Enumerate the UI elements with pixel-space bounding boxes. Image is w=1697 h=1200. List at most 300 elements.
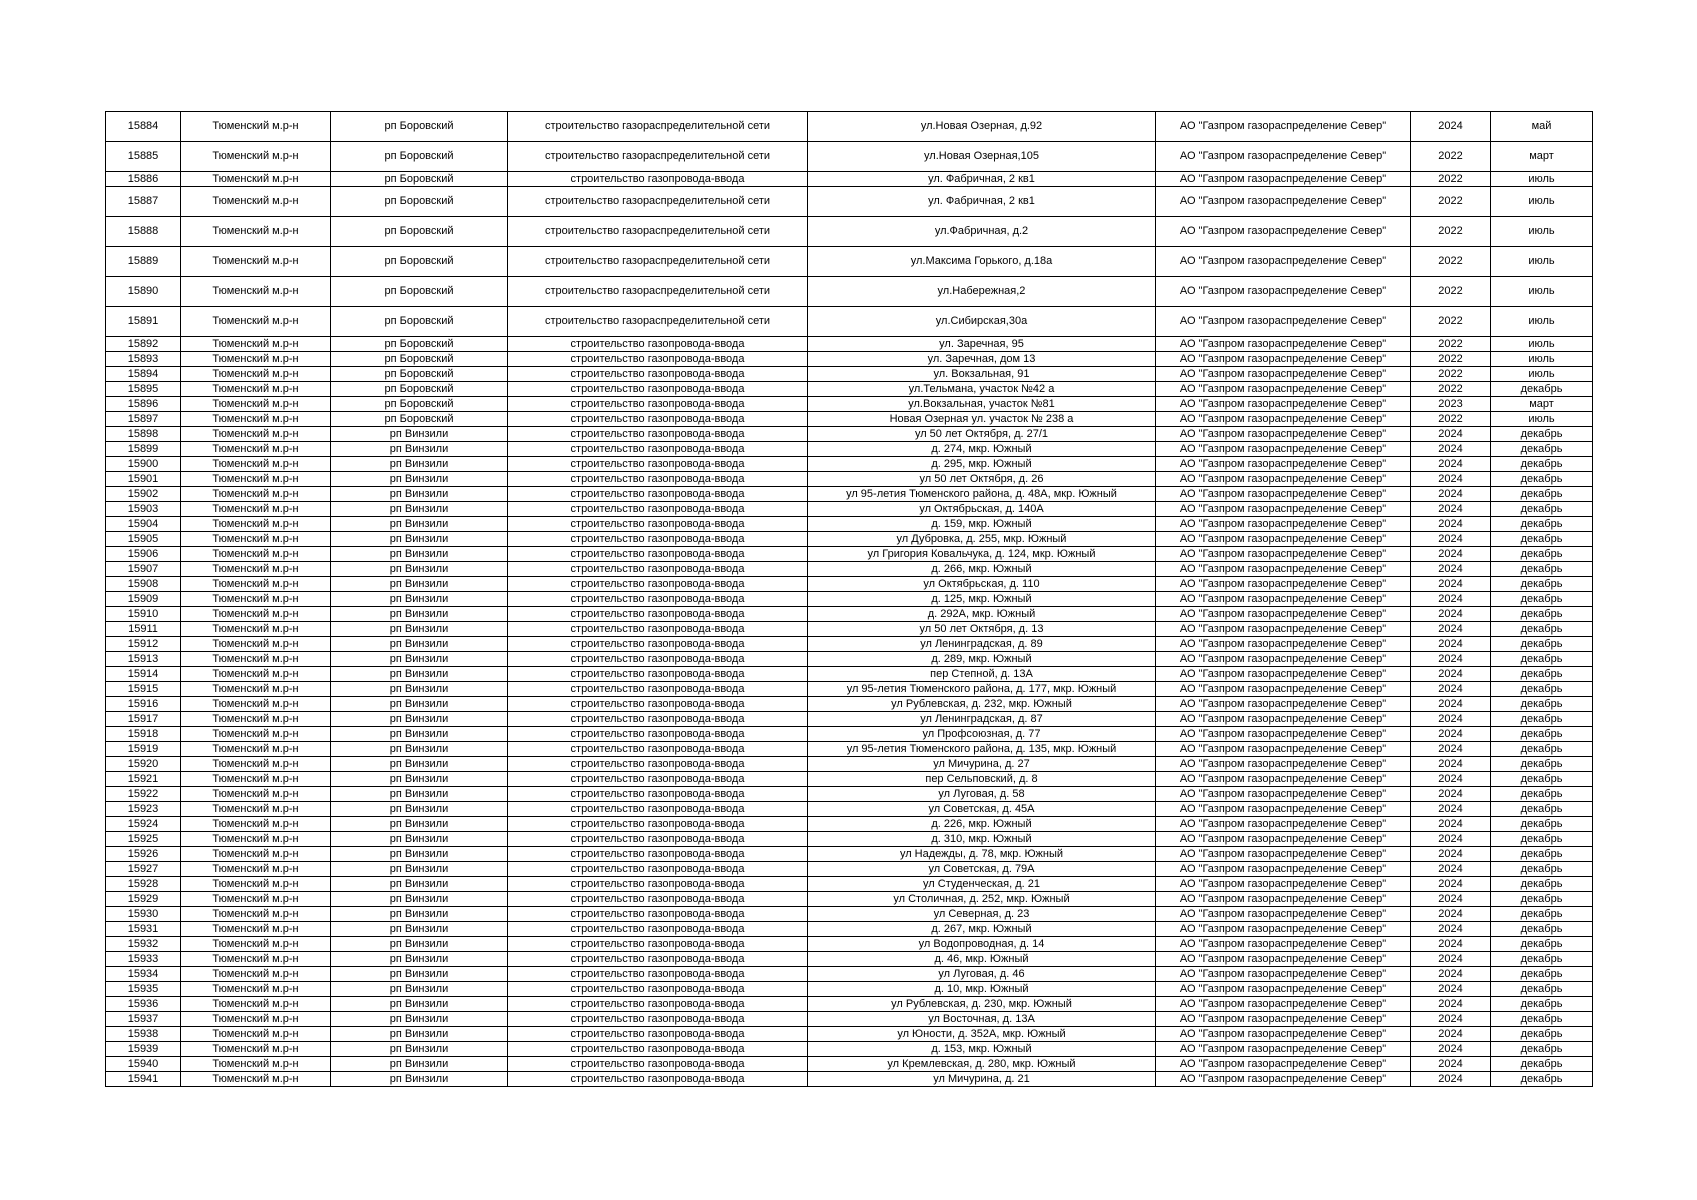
work-type-cell: строительство газопровода-ввода [508,577,808,592]
work-type-cell: строительство газопровода-ввода [508,817,808,832]
work-type-cell: строительство газопровода-ввода [508,487,808,502]
district-cell: Тюменский м.р-н [181,502,331,517]
locality-cell: рп Винзили [331,622,508,637]
month-cell: декабрь [1491,922,1593,937]
district-cell: Тюменский м.р-н [181,802,331,817]
district-cell: Тюменский м.р-н [181,532,331,547]
year-cell: 2024 [1411,862,1491,877]
work-type-cell: строительство газопровода-ввода [508,1027,808,1042]
year-cell: 2024 [1411,667,1491,682]
address-cell: ул.Вокзальная, участок №81 [808,397,1156,412]
table-row [106,697,1593,712]
address-cell: д. 10, мкр. Южный [808,982,1156,997]
address-cell: ул.Максима Горького, д.18а [808,247,1156,277]
table-row [106,547,1593,562]
locality-cell: рп Боровский [331,217,508,247]
year-cell: 2024 [1411,487,1491,502]
district-cell: Тюменский м.р-н [181,607,331,622]
organization-cell: АО "Газпром газораспределение Север" [1156,982,1411,997]
locality-cell: рп Боровский [331,142,508,172]
row-number-cell: 15893 [106,352,181,367]
table-row [106,502,1593,517]
address-cell: д. 289, мкр. Южный [808,652,1156,667]
organization-cell: АО "Газпром газораспределение Север" [1156,517,1411,532]
locality-cell: рп Винзили [331,802,508,817]
organization-cell: АО "Газпром газораспределение Север" [1156,757,1411,772]
table-row [106,172,1593,187]
row-number-cell: 15919 [106,742,181,757]
year-cell: 2024 [1411,562,1491,577]
year-cell: 2022 [1411,382,1491,397]
table-row [106,787,1593,802]
year-cell: 2022 [1411,172,1491,187]
year-cell: 2022 [1411,412,1491,427]
work-type-cell: строительство газопровода-ввода [508,427,808,442]
table-row [106,142,1593,172]
organization-cell: АО "Газпром газораспределение Север" [1156,922,1411,937]
row-number-cell: 15924 [106,817,181,832]
month-cell: декабрь [1491,727,1593,742]
row-number-cell: 15926 [106,847,181,862]
table-row [106,652,1593,667]
month-cell: декабрь [1491,442,1593,457]
organization-cell: АО "Газпром газораспределение Север" [1156,367,1411,382]
address-cell: ул Мичурина, д. 27 [808,757,1156,772]
work-type-cell: строительство газопровода-ввода [508,532,808,547]
district-cell: Тюменский м.р-н [181,562,331,577]
table-row [106,397,1593,412]
table-row [106,532,1593,547]
row-number-cell: 15904 [106,517,181,532]
district-cell: Тюменский м.р-н [181,247,331,277]
organization-cell: АО "Газпром газораспределение Север" [1156,562,1411,577]
organization-cell: АО "Газпром газораспределение Север" [1156,217,1411,247]
table-row [106,352,1593,367]
year-cell: 2024 [1411,112,1491,142]
row-number-cell: 15894 [106,367,181,382]
table-row [106,862,1593,877]
organization-cell: АО "Газпром газораспределение Север" [1156,877,1411,892]
row-number-cell: 15937 [106,1012,181,1027]
locality-cell: рп Винзили [331,577,508,592]
table-row [106,967,1593,982]
year-cell: 2022 [1411,142,1491,172]
district-cell: Тюменский м.р-н [181,787,331,802]
address-cell: д. 153, мкр. Южный [808,1042,1156,1057]
row-number-cell: 15939 [106,1042,181,1057]
work-type-cell: строительство газопровода-ввода [508,802,808,817]
district-cell: Тюменский м.р-н [181,937,331,952]
organization-cell: АО "Газпром газораспределение Север" [1156,247,1411,277]
locality-cell: рп Винзили [331,502,508,517]
address-cell: ул Мичурина, д. 21 [808,1072,1156,1087]
organization-cell: АО "Газпром газораспределение Север" [1156,502,1411,517]
address-cell: ул 95-летия Тюменского района, д. 135, мкр. Южный [808,742,1156,757]
work-type-cell: строительство газопровода-ввода [508,547,808,562]
month-cell: декабрь [1491,952,1593,967]
table-row [106,187,1593,217]
district-cell: Тюменский м.р-н [181,172,331,187]
year-cell: 2024 [1411,982,1491,997]
month-cell: декабрь [1491,937,1593,952]
locality-cell: рп Винзили [331,607,508,622]
district-cell: Тюменский м.р-н [181,1027,331,1042]
row-number-cell: 15918 [106,727,181,742]
district-cell: Тюменский м.р-н [181,727,331,742]
organization-cell: АО "Газпром газораспределение Север" [1156,472,1411,487]
district-cell: Тюменский м.р-н [181,217,331,247]
locality-cell: рп Винзили [331,742,508,757]
row-number-cell: 15915 [106,682,181,697]
row-number-cell: 15886 [106,172,181,187]
organization-cell: АО "Газпром газораспределение Север" [1156,622,1411,637]
month-cell: декабрь [1491,652,1593,667]
organization-cell: АО "Газпром газораспределение Север" [1156,457,1411,472]
month-cell: июль [1491,337,1593,352]
table-row [106,562,1593,577]
month-cell: декабрь [1491,877,1593,892]
month-cell: декабрь [1491,847,1593,862]
month-cell: июль [1491,307,1593,337]
work-type-cell: строительство газопровода-ввода [508,667,808,682]
year-cell: 2024 [1411,502,1491,517]
district-cell: Тюменский м.р-н [181,547,331,562]
year-cell: 2024 [1411,622,1491,637]
year-cell: 2024 [1411,832,1491,847]
month-cell: декабрь [1491,712,1593,727]
address-cell: ул Водопроводная, д. 14 [808,937,1156,952]
address-cell: ул Кремлевская, д. 280, мкр. Южный [808,1057,1156,1072]
month-cell: декабрь [1491,757,1593,772]
organization-cell: АО "Газпром газораспределение Север" [1156,112,1411,142]
row-number-cell: 15912 [106,637,181,652]
locality-cell: рп Винзили [331,907,508,922]
table-row [106,982,1593,997]
locality-cell: рп Винзили [331,727,508,742]
year-cell: 2024 [1411,817,1491,832]
table-row [106,937,1593,952]
row-number-cell: 15932 [106,937,181,952]
district-cell: Тюменский м.р-н [181,577,331,592]
address-cell: ул Ленинградская, д. 87 [808,712,1156,727]
row-number-cell: 15930 [106,907,181,922]
table-row [106,952,1593,967]
row-number-cell: 15903 [106,502,181,517]
month-cell: июль [1491,217,1593,247]
table-row [106,622,1593,637]
month-cell: май [1491,112,1593,142]
organization-cell: АО "Газпром газораспределение Север" [1156,802,1411,817]
table-row [106,1057,1593,1072]
work-type-cell: строительство газораспределительной сети [508,247,808,277]
work-type-cell: строительство газопровода-ввода [508,367,808,382]
row-number-cell: 15928 [106,877,181,892]
work-type-cell: строительство газопровода-ввода [508,637,808,652]
district-cell: Тюменский м.р-н [181,367,331,382]
locality-cell: рп Боровский [331,412,508,427]
organization-cell: АО "Газпром газораспределение Север" [1156,847,1411,862]
organization-cell: АО "Газпром газораспределение Север" [1156,1057,1411,1072]
address-cell: ул Студенческая, д. 21 [808,877,1156,892]
year-cell: 2024 [1411,727,1491,742]
row-number-cell: 15911 [106,622,181,637]
address-cell: ул Советская, д. 45А [808,802,1156,817]
district-cell: Тюменский м.р-н [181,1072,331,1087]
month-cell: декабрь [1491,457,1593,472]
locality-cell: рп Винзили [331,532,508,547]
district-cell: Тюменский м.р-н [181,922,331,937]
work-type-cell: строительство газопровода-ввода [508,712,808,727]
district-cell: Тюменский м.р-н [181,442,331,457]
work-type-cell: строительство газопровода-ввода [508,772,808,787]
year-cell: 2024 [1411,442,1491,457]
organization-cell: АО "Газпром газораспределение Север" [1156,637,1411,652]
locality-cell: рп Винзили [331,682,508,697]
district-cell: Тюменский м.р-н [181,277,331,307]
table-row [106,592,1593,607]
work-type-cell: строительство газопровода-ввода [508,442,808,457]
organization-cell: АО "Газпром газораспределение Север" [1156,577,1411,592]
address-cell: ул Октябрьская, д. 140А [808,502,1156,517]
district-cell: Тюменский м.р-н [181,682,331,697]
month-cell: июль [1491,352,1593,367]
district-cell: Тюменский м.р-н [181,142,331,172]
district-cell: Тюменский м.р-н [181,352,331,367]
month-cell: декабрь [1491,967,1593,982]
year-cell: 2024 [1411,997,1491,1012]
work-type-cell: строительство газораспределительной сети [508,142,808,172]
work-type-cell: строительство газопровода-ввода [508,412,808,427]
work-type-cell: строительство газопровода-ввода [508,397,808,412]
locality-cell: рп Боровский [331,277,508,307]
table-body [106,112,1593,1087]
organization-cell: АО "Газпром газораспределение Север" [1156,307,1411,337]
district-cell: Тюменский м.р-н [181,742,331,757]
address-cell: ул.Новая Озерная,105 [808,142,1156,172]
organization-cell: АО "Газпром газораспределение Север" [1156,187,1411,217]
organization-cell: АО "Газпром газораспределение Север" [1156,667,1411,682]
work-type-cell: строительство газопровода-ввода [508,382,808,397]
work-type-cell: строительство газопровода-ввода [508,727,808,742]
district-cell: Тюменский м.р-н [181,382,331,397]
table-row [106,112,1593,142]
month-cell: декабрь [1491,787,1593,802]
month-cell: декабрь [1491,592,1593,607]
year-cell: 2024 [1411,517,1491,532]
district-cell: Тюменский м.р-н [181,337,331,352]
year-cell: 2024 [1411,1027,1491,1042]
month-cell: март [1491,397,1593,412]
table-row [106,682,1593,697]
address-cell: ул Дубровка, д. 255, мкр. Южный [808,532,1156,547]
district-cell: Тюменский м.р-н [181,517,331,532]
year-cell: 2024 [1411,697,1491,712]
address-cell: ул. Вокзальная, 91 [808,367,1156,382]
year-cell: 2024 [1411,757,1491,772]
row-number-cell: 15929 [106,892,181,907]
district-cell: Тюменский м.р-н [181,892,331,907]
district-cell: Тюменский м.р-н [181,982,331,997]
row-number-cell: 15907 [106,562,181,577]
row-number-cell: 15885 [106,142,181,172]
district-cell: Тюменский м.р-н [181,487,331,502]
year-cell: 2024 [1411,742,1491,757]
work-type-cell: строительство газопровода-ввода [508,907,808,922]
organization-cell: АО "Газпром газораспределение Север" [1156,787,1411,802]
row-number-cell: 15921 [106,772,181,787]
organization-cell: АО "Газпром газораспределение Север" [1156,142,1411,172]
year-cell: 2024 [1411,1072,1491,1087]
row-number-cell: 15922 [106,787,181,802]
month-cell: декабрь [1491,862,1593,877]
table-row [106,1012,1593,1027]
row-number-cell: 15925 [106,832,181,847]
locality-cell: рп Винзили [331,757,508,772]
year-cell: 2024 [1411,1012,1491,1027]
row-number-cell: 15898 [106,427,181,442]
organization-cell: АО "Газпром газораспределение Север" [1156,397,1411,412]
work-type-cell: строительство газопровода-ввода [508,607,808,622]
locality-cell: рп Винзили [331,952,508,967]
district-cell: Тюменский м.р-н [181,412,331,427]
address-cell: д. 266, мкр. Южный [808,562,1156,577]
organization-cell: АО "Газпром газораспределение Север" [1156,532,1411,547]
year-cell: 2024 [1411,1057,1491,1072]
address-cell: ул Северная, д. 23 [808,907,1156,922]
table-row [106,922,1593,937]
year-cell: 2024 [1411,637,1491,652]
address-cell: ул Профсоюзная, д. 77 [808,727,1156,742]
year-cell: 2022 [1411,352,1491,367]
work-type-cell: строительство газораспределительной сети [508,187,808,217]
row-number-cell: 15940 [106,1057,181,1072]
address-cell: ул Луговая, д. 58 [808,787,1156,802]
row-number-cell: 15935 [106,982,181,997]
month-cell: декабрь [1491,802,1593,817]
organization-cell: АО "Газпром газораспределение Север" [1156,907,1411,922]
district-cell: Тюменский м.р-н [181,457,331,472]
locality-cell: рп Винзили [331,637,508,652]
table-row [106,427,1593,442]
organization-cell: АО "Газпром газораспределение Север" [1156,412,1411,427]
table-row [106,877,1593,892]
work-type-cell: строительство газопровода-ввода [508,502,808,517]
address-cell: ул Луговая, д. 46 [808,967,1156,982]
locality-cell: рп Боровский [331,367,508,382]
locality-cell: рп Винзили [331,712,508,727]
address-cell: ул Рублевская, д. 230, мкр. Южный [808,997,1156,1012]
locality-cell: рп Винзили [331,442,508,457]
locality-cell: рп Винзили [331,892,508,907]
row-number-cell: 15908 [106,577,181,592]
month-cell: декабрь [1491,697,1593,712]
locality-cell: рп Боровский [331,382,508,397]
row-number-cell: 15927 [106,862,181,877]
organization-cell: АО "Газпром газораспределение Север" [1156,727,1411,742]
row-number-cell: 15914 [106,667,181,682]
address-cell: ул. Заречная, 95 [808,337,1156,352]
organization-cell: АО "Газпром газораспределение Север" [1156,652,1411,667]
work-type-cell: строительство газопровода-ввода [508,472,808,487]
month-cell: декабрь [1491,817,1593,832]
locality-cell: рп Винзили [331,667,508,682]
work-type-cell: строительство газопровода-ввода [508,997,808,1012]
year-cell: 2024 [1411,712,1491,727]
work-type-cell: строительство газопровода-ввода [508,757,808,772]
month-cell: март [1491,142,1593,172]
address-cell: ул 50 лет Октября, д. 27/1 [808,427,1156,442]
locality-cell: рп Винзили [331,967,508,982]
work-type-cell: строительство газопровода-ввода [508,862,808,877]
locality-cell: рп Винзили [331,472,508,487]
district-cell: Тюменский м.р-н [181,307,331,337]
organization-cell: АО "Газпром газораспределение Север" [1156,382,1411,397]
table-row [106,607,1593,622]
district-cell: Тюменский м.р-н [181,1012,331,1027]
work-type-cell: строительство газопровода-ввода [508,832,808,847]
row-number-cell: 15917 [106,712,181,727]
district-cell: Тюменский м.р-н [181,967,331,982]
locality-cell: рп Винзили [331,772,508,787]
district-cell: Тюменский м.р-н [181,907,331,922]
month-cell: декабрь [1491,907,1593,922]
work-type-cell: строительство газопровода-ввода [508,952,808,967]
row-number-cell: 15897 [106,412,181,427]
district-cell: Тюменский м.р-н [181,952,331,967]
locality-cell: рп Боровский [331,352,508,367]
district-cell: Тюменский м.р-н [181,427,331,442]
month-cell: декабрь [1491,607,1593,622]
row-number-cell: 15901 [106,472,181,487]
year-cell: 2024 [1411,847,1491,862]
address-cell: ул 50 лет Октября, д. 13 [808,622,1156,637]
month-cell: декабрь [1491,622,1593,637]
table-row [106,667,1593,682]
row-number-cell: 15913 [106,652,181,667]
row-number-cell: 15933 [106,952,181,967]
district-cell: Тюменский м.р-н [181,622,331,637]
district-cell: Тюменский м.р-н [181,772,331,787]
address-cell: ул Столичная, д. 252, мкр. Южный [808,892,1156,907]
address-cell: ул Восточная, д. 13А [808,1012,1156,1027]
month-cell: декабрь [1491,562,1593,577]
organization-cell: АО "Газпром газораспределение Север" [1156,277,1411,307]
table-row [106,337,1593,352]
organization-cell: АО "Газпром газораспределение Север" [1156,937,1411,952]
address-cell: ул Юности, д. 352А, мкр. Южный [808,1027,1156,1042]
row-number-cell: 15896 [106,397,181,412]
table-row [106,472,1593,487]
month-cell: декабрь [1491,892,1593,907]
month-cell: декабрь [1491,997,1593,1012]
year-cell: 2024 [1411,877,1491,892]
address-cell: ул.Сибирская,30а [808,307,1156,337]
table-row [106,847,1593,862]
year-cell: 2024 [1411,427,1491,442]
address-cell: пер Степной, д. 13А [808,667,1156,682]
month-cell: июль [1491,277,1593,307]
organization-cell: АО "Газпром газораспределение Север" [1156,1027,1411,1042]
month-cell: декабрь [1491,637,1593,652]
table-row [106,517,1593,532]
month-cell: декабрь [1491,502,1593,517]
organization-cell: АО "Газпром газораспределение Север" [1156,547,1411,562]
work-type-cell: строительство газопровода-ввода [508,742,808,757]
address-cell: пер Сельповский, д. 8 [808,772,1156,787]
year-cell: 2024 [1411,937,1491,952]
address-cell: ул.Фабричная, д.2 [808,217,1156,247]
row-number-cell: 15887 [106,187,181,217]
